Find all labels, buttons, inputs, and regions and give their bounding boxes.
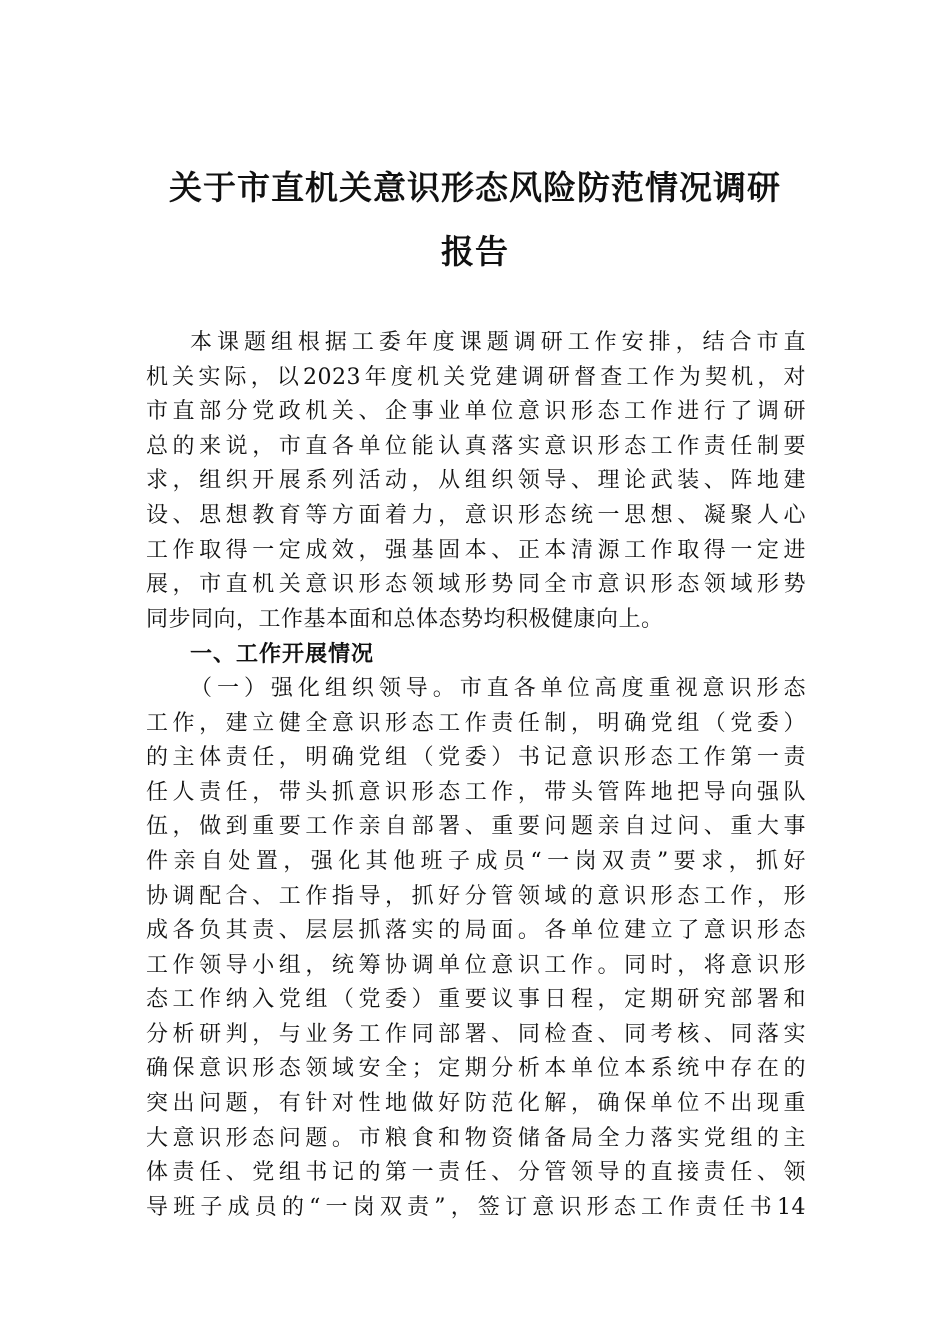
para1-line: 突出问题，有针对性地做好防范化解，确保单位不出现重 xyxy=(146,1091,806,1117)
para1-first-line xyxy=(146,672,806,707)
para1-first-rest: 市直各单位高度重视意识形态 xyxy=(459,675,806,701)
title-line: 报告 xyxy=(441,232,509,271)
intro-line: 设、思想教育等方面着力，意识形态统一思想、凝聚人心 xyxy=(146,502,806,528)
intro-line: 同步同向，工作基本面和总体态势均积极健康向上。 xyxy=(146,606,664,632)
para1-line: 体责任、党组书记的第一责任、分管领导的直接责任、领 xyxy=(146,1160,806,1186)
document-body xyxy=(146,326,806,1225)
para1-line: 件亲自处置，强化其他班子成员“一岗双责”要求，抓好 xyxy=(146,848,806,874)
para1-line: 确保意识形态领域安全；定期分析本单位本系统中存在的 xyxy=(146,1056,806,1082)
para1-line: 工作，建立健全意识形态工作责任制，明确党组（党委） xyxy=(146,710,806,736)
para1-line: 态工作纳入党组（党委）重要议事日程，定期研究部署和 xyxy=(146,987,806,1013)
para1-line: 任人责任，带头抓意识形态工作，带头管阵地把导向强队 xyxy=(146,779,806,805)
para1-line: 的主体责任，明确党组（党委）书记意识形态工作第一责 xyxy=(146,745,806,771)
para1-line: 工作领导小组，统筹协调单位意识工作。同时，将意识形 xyxy=(146,952,806,978)
intro-line: 市直部分党政机关、企事业单位意识形态工作进行了调研 xyxy=(146,399,806,425)
para1-line: 导班子成员的“一岗双责”，签订意识形态工作责任书14 xyxy=(146,1194,806,1220)
section-heading: 一、工作开展情况 xyxy=(190,641,375,668)
para1-lead: （一）强化组织领导。 xyxy=(190,675,460,701)
para1-line: 成各负其责、层层抓落实的局面。各单位建立了意识形态 xyxy=(146,918,806,944)
intro-line: 展，市直机关意识形态领域形势同全市意识形态领域形势 xyxy=(146,572,806,598)
intro-line: 机关实际，以2023年度机关党建调研督查工作为契机，对 xyxy=(146,364,806,390)
para1-line: 协调配合、工作指导，抓好分管领域的意识形态工作，形 xyxy=(146,883,806,909)
para1-line: 大意识形态问题。市粮食和物资储备局全力落实党组的主 xyxy=(146,1125,806,1151)
title-line: 关于市直机关意识形态风险防范情况调研 xyxy=(169,168,781,207)
para1-line: 伍，做到重要工作亲自部署、重要问题亲自过问、重大事 xyxy=(146,814,806,840)
intro-line: 总的来说，市直各单位能认真落实意识形态工作责任制要 xyxy=(146,433,806,459)
para1-line: 分析研判，与业务工作同部署、同检查、同考核、同落实 xyxy=(146,1021,806,1047)
intro-line: 工作取得一定成效，强基固本、正本清源工作取得一定进 xyxy=(146,537,806,563)
intro-line: 本课题组根据工委年度课题调研工作安排，结合市直 xyxy=(190,330,806,355)
intro-line: 求，组织开展系列活动，从组织领导、理论武装、阵地建 xyxy=(146,468,806,494)
document-title xyxy=(130,156,820,284)
